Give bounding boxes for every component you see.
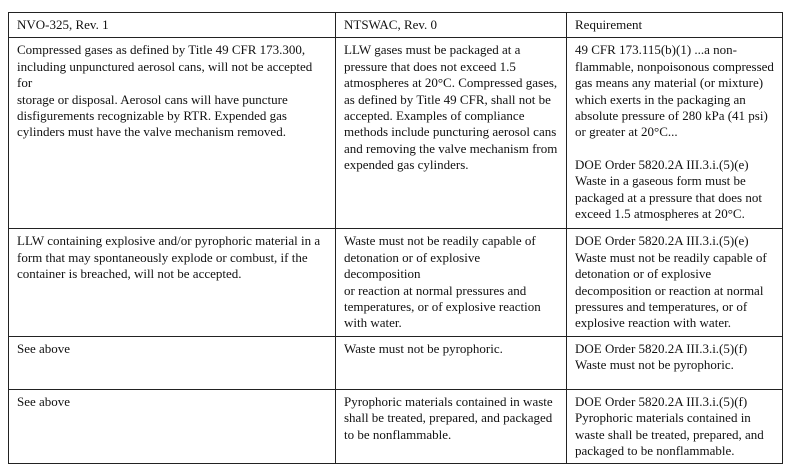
cell-nvo: See above bbox=[9, 389, 336, 464]
requirement-text: 49 CFR 173.115(b)(1) ...a non- flammable, nonpoisonous compressed gas means any material (or mixture) which exerts in the packaging an absolute pressure of 280 kPa (41 psi) or greater at 20°C... bbox=[575, 42, 774, 140]
table-row bbox=[9, 229, 783, 336]
cell-requirement: DOE Order 5820.2A III.3.i.(5)(f) Pyrophoric materials contained in waste shall be treated, prepared, and packaged to be nonflammable. bbox=[567, 389, 783, 464]
cell-nvo: See above bbox=[9, 336, 336, 389]
cell-nvo: Compressed gases as defined by Title 49 CFR 173.300, including unpunctured aerosol cans, will not be accepted for storage or disposal. Aerosol cans will have puncture disfigurements recognizable by RTR. Expended gas cylinders must have the valve mechanism removed. bbox=[9, 38, 336, 229]
cell-nvo: LLW containing explosive and/or pyrophoric material in a form that may spontaneously explode or combust, if the container is breached, will not be accepted. bbox=[9, 229, 336, 336]
table-row bbox=[9, 38, 783, 229]
header-ntswac: NTSWAC, Rev. 0 bbox=[336, 13, 567, 38]
cell-ntswac: Waste must not be readily capable of detonation or of explosive decomposition or reaction at normal pressures and temperatures, or of explosive reaction with water. bbox=[336, 229, 567, 336]
cell-requirement bbox=[567, 38, 783, 229]
requirements-comparison-table bbox=[8, 12, 783, 464]
cell-requirement: DOE Order 5820.2A III.3.i.(5)(e) Waste must not be readily capable of detonation or of explosive decomposition or reaction at normal pressures and temperatures, or of explosive reaction with water. bbox=[567, 229, 783, 336]
table-row bbox=[9, 336, 783, 389]
cell-requirement: DOE Order 5820.2A III.3.i.(5)(f) Waste must not be pyrophoric. bbox=[567, 336, 783, 389]
cell-ntswac: Pyrophoric materials contained in waste shall be treated, prepared, and packaged to be nonflammable. bbox=[336, 389, 567, 464]
cell-ntswac: LLW gases must be packaged at a pressure that does not exceed 1.5 atmospheres at 20°C. Compressed gases, as defined by Title 49 CFR, shall not be accepted. Examples of compliance methods include puncturing aerosol cans and removing the valve mechanism from expended gas cylinders. bbox=[336, 38, 567, 229]
table-row bbox=[9, 389, 783, 464]
header-nvo: NVO-325, Rev. 1 bbox=[9, 13, 336, 38]
requirement-text: DOE Order 5820.2A III.3.i.(5)(e) Waste in a gaseous form must be packaged at a pressure that does not exceed 1.5 atmospheres at 20°C. bbox=[575, 156, 762, 222]
header-requirement: Requirement bbox=[567, 13, 783, 38]
cell-ntswac: Waste must not be pyrophoric. bbox=[336, 336, 567, 389]
table-header-row bbox=[9, 13, 783, 38]
